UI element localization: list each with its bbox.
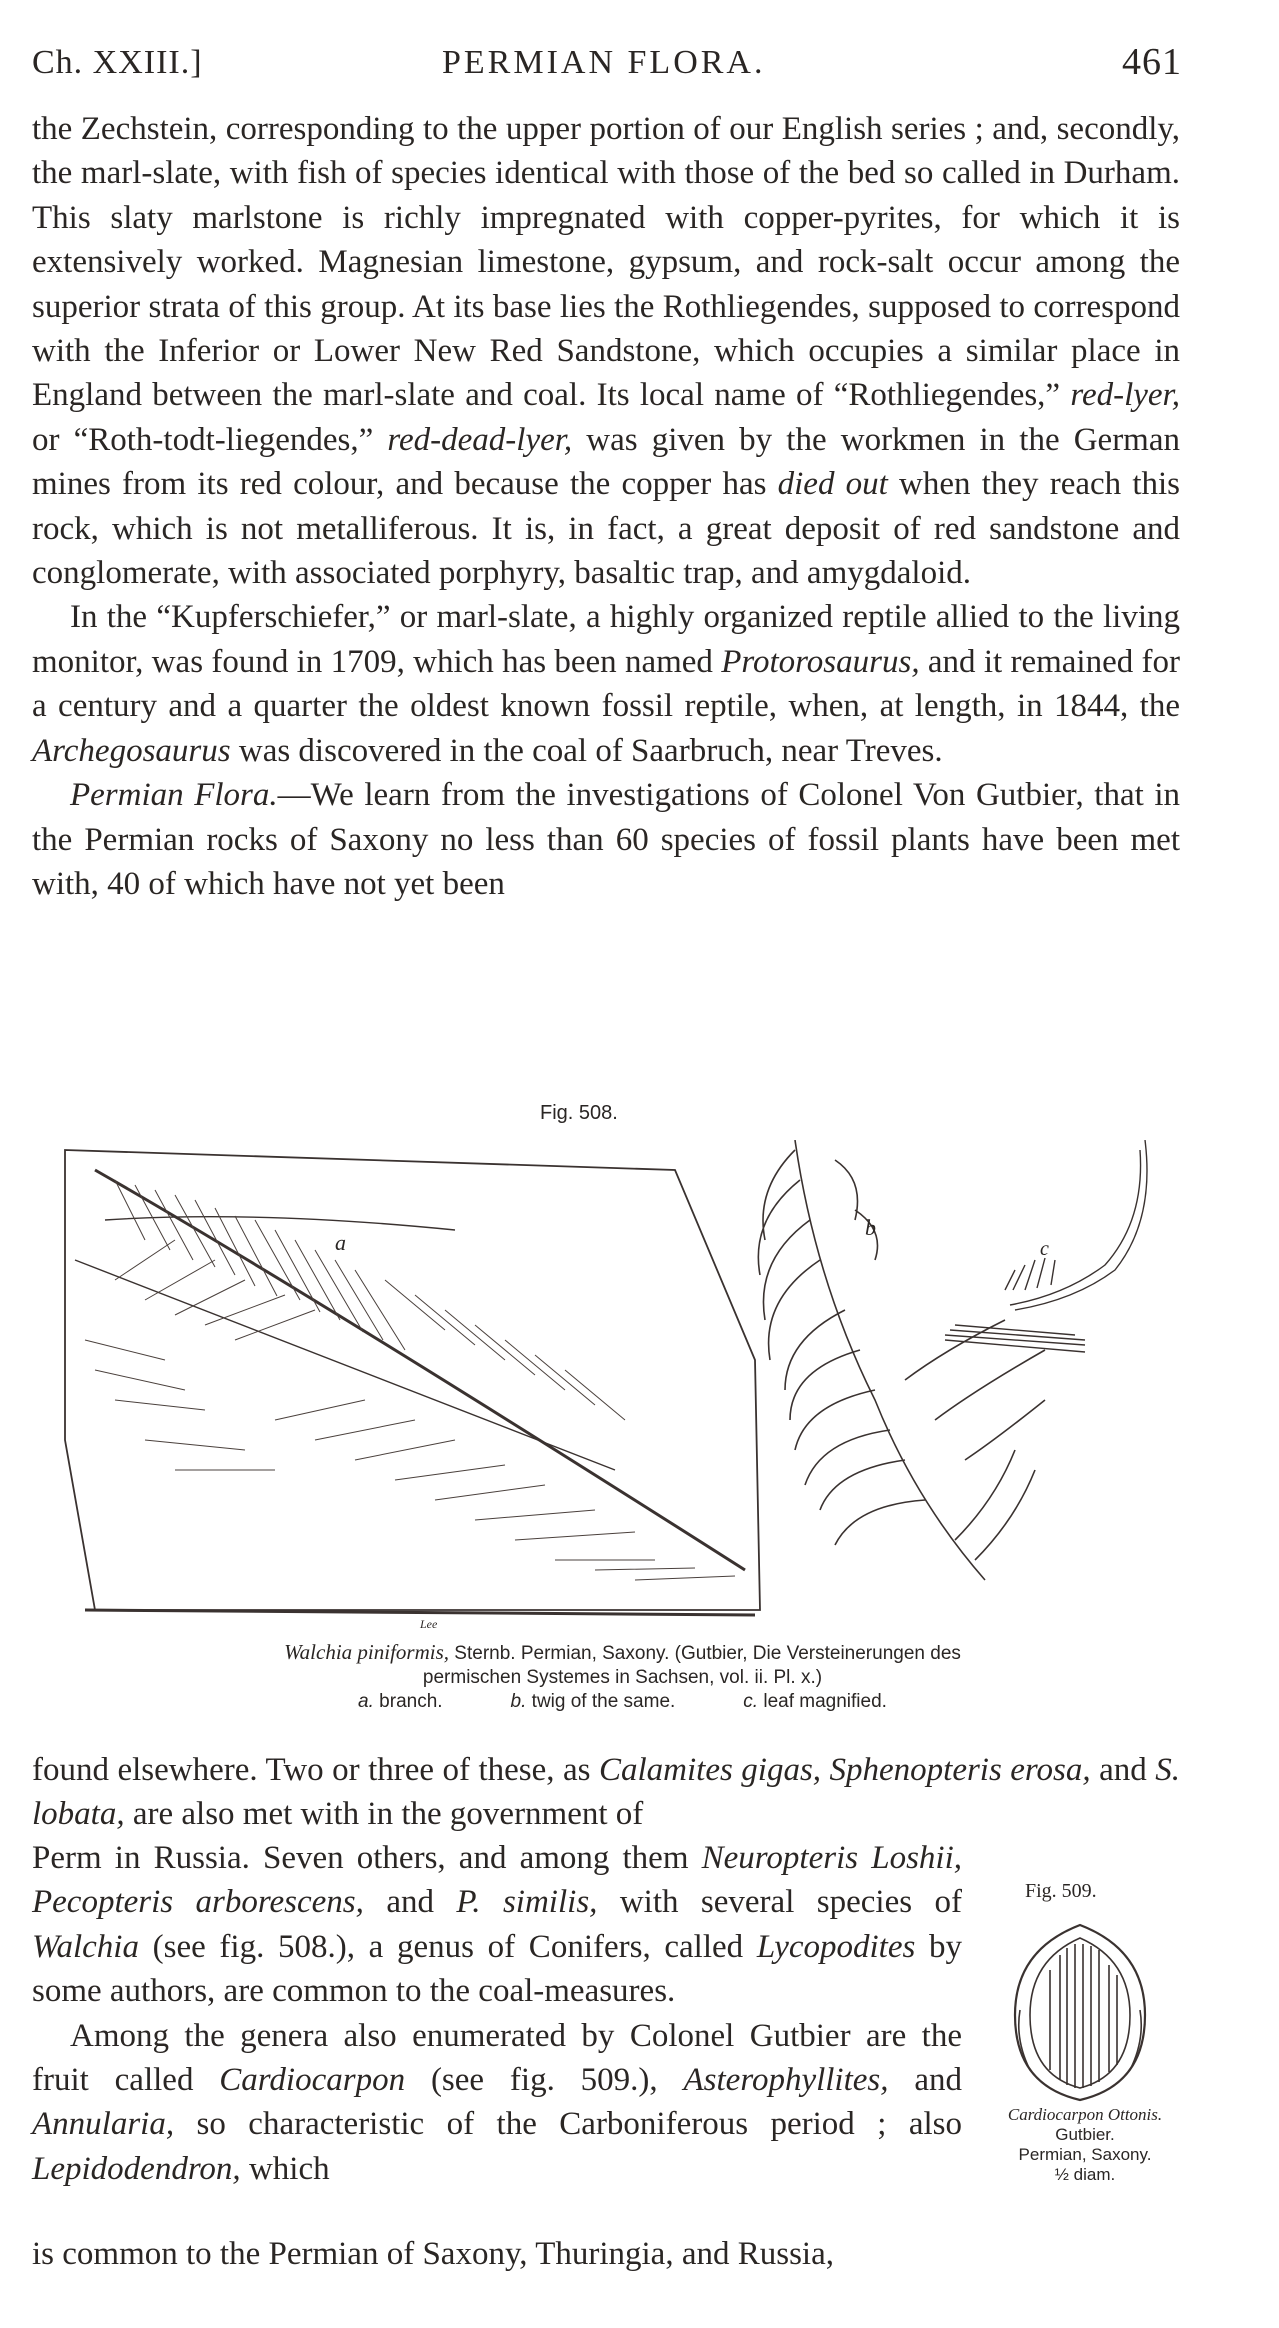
legend-value: twig of the same. <box>531 1691 676 1712</box>
caption-species: Walchia piniformis, <box>284 1640 450 1664</box>
legend-value: branch. <box>379 1691 443 1712</box>
figure-508-label: Fig. 508. <box>540 1102 618 1124</box>
walchia-branch <box>65 1150 760 1615</box>
running-title: PERMIAN FLORA. <box>442 44 766 81</box>
body-text-mid <box>32 1748 1180 1837</box>
legend-value: leaf magnified. <box>763 1691 887 1712</box>
figure-letter-c: c <box>1040 1238 1049 1260</box>
paragraph: Among the genera also enumerated by Colonel Gutbier are the fruit called Cardiocarpon (see fig. 509.), Asterophyllites, and Annularia, so characteristic of the Carboniferous period ; also Lepidodendron, which <box>32 2017 963 2187</box>
figure-letter-a: a <box>335 1230 346 1255</box>
caption-locality: Permian, Saxony. <box>1018 2145 1152 2164</box>
paragraph: the Zechstein, corresponding to the upper portion of our English series ; and, secondly, the marl-slate, with fish of species identical with those of the bed so called in Durham. This slaty marlstone is richly impregnated with copper-pyrites, for which it is extensively worked. Magnesian limestone, gypsum, and rock-salt occur among the superior strata of this group. At its base lies the Rothliegendes, supposed to correspond with the Inferior or Lower New Red Sandstone, which occupies a similar place in England between the marl-slate and coal. Its local name of “Rothliegendes,” red-lyer, or “Roth-todt-liegendes,” red-dead-lyer, was given by the workmen in the German mines from its red colour, and because the copper has died out when they reach this rock, which is not metalliferous. It is, in fact, a great deposit of red sandstone and conglomerate, with associated porphyry, basaltic trap, and amygdaloid. <box>32 111 1181 592</box>
body-text-top <box>32 107 1180 906</box>
caption-scale: ½ diam. <box>1054 2165 1116 2184</box>
caption-line-3 <box>60 1690 1185 1714</box>
running-header <box>32 41 1182 84</box>
body-text-wrapped <box>32 1836 962 2191</box>
figure-508-illustration <box>55 1140 1165 1630</box>
engraver-mark: Lee <box>420 1617 438 1630</box>
caption-line-1: Walchia piniformis, Sternb. Permian, Saxony. (Gutbier, Die Versteinerungen des <box>284 1640 961 1664</box>
walchia-twig <box>758 1140 1045 1580</box>
page-number: 461 <box>1122 41 1182 83</box>
figure-letter-b: b <box>865 1215 876 1240</box>
figure-508-caption <box>60 1640 1185 1714</box>
body-text-last-line: is common to the Permian of Saxony, Thuringia, and Russia, <box>32 2236 834 2272</box>
legend-key: a. <box>358 1691 380 1712</box>
paragraph: found elsewhere. Two or three of these, as Calamites gigas, Sphenopteris erosa, and S. lobata, are also met with in the government of <box>32 1752 1180 1833</box>
figure-509-caption: Cardiocarpon Ottonis. Gutbier. Permian, Saxony. ½ diam. <box>985 2105 1185 2185</box>
legend-key: c. <box>743 1691 764 1712</box>
paragraph: Perm in Russia. Seven others, and among them Neuropteris Loshii, Pecopteris arborescens, and P. similis, with several species of Walchia (see fig. 508.), a genus of Conifers, called Lycopodites by some authors, are common to the coal-measures. <box>32 1840 962 2010</box>
figure-509-illustration <box>1005 1920 1155 2105</box>
paragraph: In the “Kupferschiefer,” or marl-slate, a highly organized reptile allied to the living monitor, was found in 1709, which has been named Protorosaurus, and it remained for a century and a quarter the oldest known fossil reptile, when, at length, in 1844, the Archegosaurus was discovered in the coal of Saarbruch, near Treves. <box>32 599 1181 769</box>
legend-key: b. <box>510 1691 532 1712</box>
chapter-reference: Ch. XXIII.] <box>32 44 203 81</box>
caption-line-2: permischen Systemes in Sachsen, vol. ii. Pl. x.) <box>422 1667 823 1688</box>
figure-509-label: Fig. 509. <box>1025 1880 1097 1902</box>
caption-species-509: Cardiocarpon Ottonis. <box>1007 2105 1163 2124</box>
paragraph: Permian Flora.—We learn from the investigations of Colonel Von Gutbier, that in the Permian rocks of Saxony no less than 60 species of fossil plants have been met with, 40 of which have not yet been <box>32 777 1180 902</box>
